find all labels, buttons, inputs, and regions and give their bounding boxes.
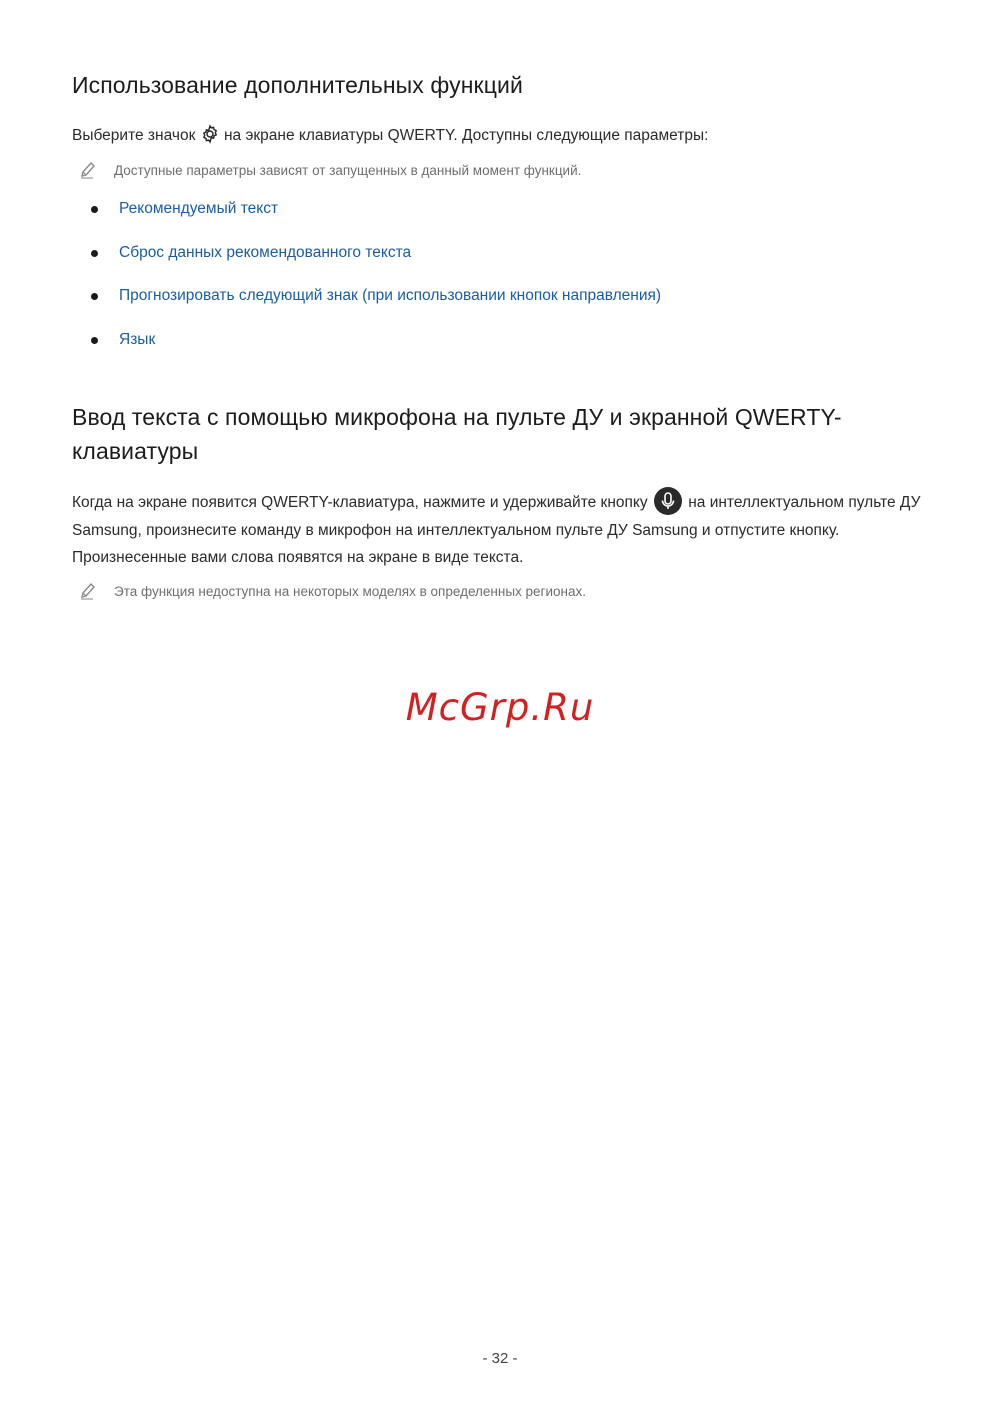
watermark: McGrp.Ru	[405, 686, 595, 729]
bullet-dot	[91, 206, 98, 213]
option-link[interactable]: Сброс данных рекомендованного текста	[119, 243, 412, 261]
intro-text-before: Выберите значок	[72, 127, 200, 144]
note-available-options	[78, 160, 878, 182]
options-list	[90, 196, 661, 370]
list-item-language[interactable]	[90, 327, 661, 371]
note-availability	[78, 581, 878, 603]
section-heading-additional-functions: Использование дополнительных функций	[72, 72, 523, 98]
voice-text-before: Когда на экране появится QWERTY-клавиатура, нажмите и удерживайте кнопку	[72, 494, 652, 512]
note-text: Доступные параметры зависят от запущенных в данный момент функций.	[114, 163, 582, 178]
bullet-dot	[91, 293, 98, 300]
option-link[interactable]: Рекомендуемый текст	[119, 200, 279, 217]
list-item-reset-recommended-text[interactable]	[90, 240, 661, 284]
note-text: Эта функция недоступна на некоторых моделях в определенных регионах.	[114, 584, 586, 599]
section-heading-voice-input: Ввод текста с помощью микрофона на пульте ДУ и экранной QWERTY-клавиатуры	[72, 404, 842, 464]
bullet-dot	[91, 250, 98, 257]
list-item-predict-next-char[interactable]	[90, 283, 661, 327]
voice-input-paragraph	[72, 489, 922, 571]
microphone-icon	[654, 487, 682, 515]
intro-text-after: на экране клавиатуры QWERTY. Доступны следующие параметры:	[219, 127, 709, 144]
page-number: - 32 -	[482, 1350, 518, 1367]
list-item-recommended-text[interactable]	[90, 196, 661, 240]
bullet-dot	[91, 337, 98, 344]
option-link[interactable]: Язык	[119, 330, 156, 348]
gear-icon	[200, 124, 220, 144]
pencil-note-icon	[78, 581, 98, 601]
intro-paragraph	[72, 122, 922, 149]
voice-text-after: на интеллектуальном пульте ДУ Samsung, произнесите команду в микрофон на интеллектуальном пульте ДУ Samsung и отпустите кнопку. Произнесенные вами слова появятся на экране в виде текста.	[72, 494, 921, 566]
option-link[interactable]: Прогнозировать следующий знак (при использовании кнопок направления)	[119, 287, 662, 304]
pencil-note-icon	[78, 160, 98, 180]
